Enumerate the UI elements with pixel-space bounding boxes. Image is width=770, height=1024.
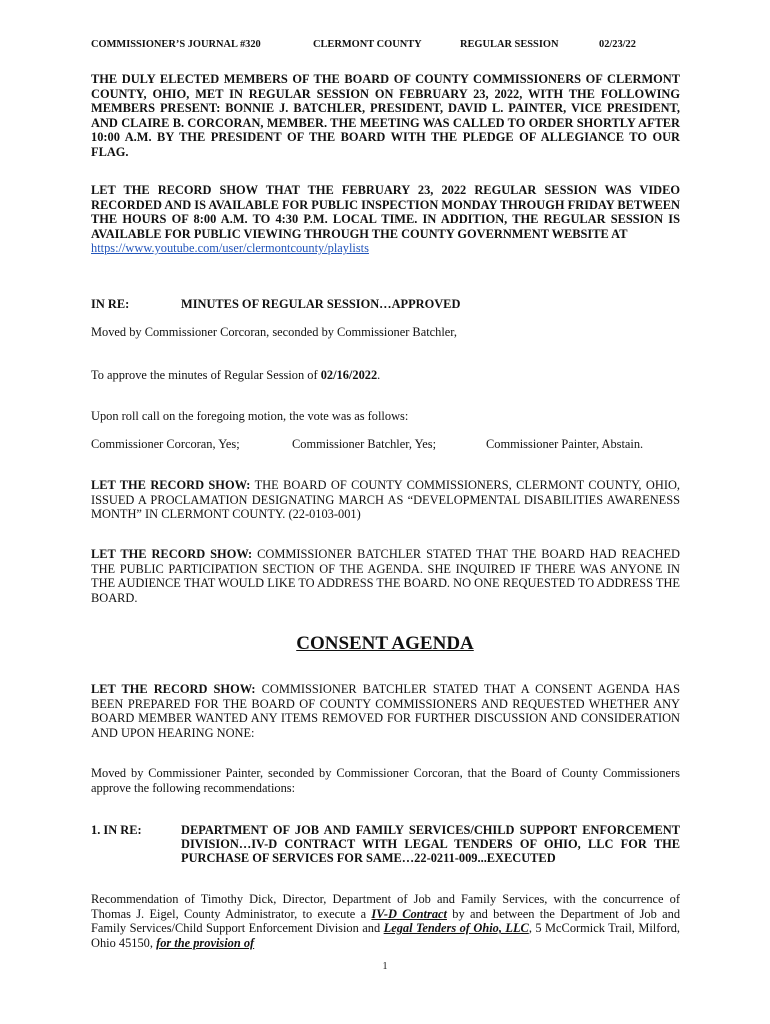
- consent-moved: Moved by Commissioner Painter, seconded by Commissioner Corcoran, that the Board of County Commissioners approve the following recommendations:: [91, 766, 680, 795]
- body-part-1: Recommendation of Timothy Dick, Director, Department of Job and Family Services, with the concurrence of Thomas J. Eigel, County Administrator, to execute a: [91, 892, 680, 921]
- minutes-title: MINUTES OF REGULAR SESSION…APPROVED: [181, 297, 461, 311]
- record-text: COMMISSIONER BATCHLER STATED THAT A CONSENT AGENDA HAS BEEN PREPARED FOR THE BOARD OF COUNTY COMMISSIONERS AND REQUESTED WHETHER ANY BOARD MEMBER WANTED ANY ITEMS REMOVED FOR FURTHER DISCUSSION AND CONSIDERATION AND UPON HEARING NONE:: [91, 682, 681, 740]
- page-number: 1: [382, 961, 388, 972]
- record-lead: LET THE RECORD SHOW:: [91, 547, 253, 561]
- record-lead: LET THE RECORD SHOW:: [91, 478, 251, 492]
- vote-batchler: Commissioner Batchler, Yes;: [292, 437, 437, 451]
- item-1-body: [91, 892, 680, 950]
- record-proclamation: [91, 478, 680, 522]
- session-date: 02/23/22: [599, 39, 636, 50]
- rollcall-text: Upon roll call on the foregoing motion, the vote was as follows:: [91, 409, 409, 423]
- body-part-3: , 5 McCormick Trail, Milford, Ohio 45150,: [91, 921, 680, 950]
- county-name: CLERMONT COUNTY: [313, 39, 422, 50]
- vote-painter: Commissioner Painter, Abstain.: [486, 437, 644, 451]
- record-lead: LET THE RECORD SHOW:: [91, 682, 256, 696]
- video-notice-paragraph: [91, 183, 680, 256]
- body-em-contract: IV-D Contract: [371, 906, 447, 921]
- body-em-provision: for the provision of: [156, 935, 255, 950]
- record-public-participation: [91, 547, 680, 605]
- record-consent-agenda: [91, 682, 680, 740]
- record-text: COMMISSIONER BATCHLER STATED THAT THE BOARD HAD REACHED THE PUBLIC PARTICIPATION SECTION OF THE AGENDA. SHE INQUIRED IF THERE WAS ANYONE IN THE AUDIENCE THAT WOULD LIKE TO ADDRESS THE BOARD. NO ONE REQUESTED TO ADDRESS THE BOARD.: [91, 547, 681, 605]
- body-part-2: by and between the Department of Job and Family Services/Child Support Enforcement Division and: [91, 906, 681, 936]
- vote-corcoran: Commissioner Corcoran, Yes;: [91, 437, 240, 451]
- video-notice-text: LET THE RECORD SHOW THAT THE FEBRUARY 23, 2022 REGULAR SESSION WAS VIDEO RECORDED AND IS AVAILABLE FOR PUBLIC INSPECTION MONDAY THROUGH FRIDAY BETWEEN THE HOURS OF 8:00 A.M. TO 4:30 P.M. LOCAL TIME. IN ADDITION, THE REGULAR SESSION IS AVAILABLE FOR PUBLIC VIEWING THROUGH THE COUNTY GOVERNMENT WEBSITE AT: [91, 183, 680, 241]
- item-label: 1. IN RE:: [91, 823, 142, 837]
- approve-suffix: .: [377, 368, 381, 382]
- item-title: DEPARTMENT OF JOB AND FAMILY SERVICES/CHILD SUPPORT ENFORCEMENT DIVISION…IV-D CONTRACT WITH LEGAL TENDERS OF OHIO, LLC FOR THE PURCHASE OF SERVICES FOR SAME…22-0211-009...EXECUTED: [181, 823, 680, 866]
- minutes-moved: Moved by Commissioner Corcoran, seconded by Commissioner Batchler,: [91, 325, 458, 339]
- youtube-playlist-link[interactable]: https://www.youtube.com/user/clermontcounty/playlists: [91, 241, 369, 256]
- approve-prefix: To approve the minutes of Regular Session of: [91, 368, 321, 382]
- intro-paragraph: THE DULY ELECTED MEMBERS OF THE BOARD OF COUNTY COMMISSIONERS OF CLERMONT COUNTY, OHIO, MET IN REGULAR SESSION ON FEBRUARY 23, 2022, WITH THE FOLLOWING MEMBERS PRESENT: BONNIE J. BATCHLER, PRESIDENT, DAVID L. PAINTER, VICE PRESIDENT, AND CLAIRE B. CORCORAN, MEMBER. THE MEETING WAS CALLED TO ORDER SHORTLY AFTER 10:00 A.M. BY THE PRESIDENT OF THE BOARD WITH THE PLEDGE OF ALLEGIANCE TO OUR FLAG.: [91, 72, 680, 159]
- minutes-approve: [91, 368, 680, 383]
- journal-number: COMMISSIONER’S JOURNAL #320: [91, 39, 261, 50]
- approve-date: 02/16/2022: [320, 368, 378, 382]
- record-text: THE BOARD OF COUNTY COMMISSIONERS, CLERMONT COUNTY, OHIO, ISSUED A PROCLAMATION DESIGNATING MARCH AS “DEVELOPMENTAL DISABILITIES AWARENESS MONTH” IN CLERMONT COUNTY. (22-0103-001): [91, 478, 681, 522]
- body-em-vendor: Legal Tenders of Ohio, LLC: [383, 921, 529, 936]
- session-type: REGULAR SESSION: [460, 39, 559, 50]
- in-re-label: IN RE:: [91, 297, 130, 311]
- consent-agenda-heading: CONSENT AGENDA: [296, 633, 474, 654]
